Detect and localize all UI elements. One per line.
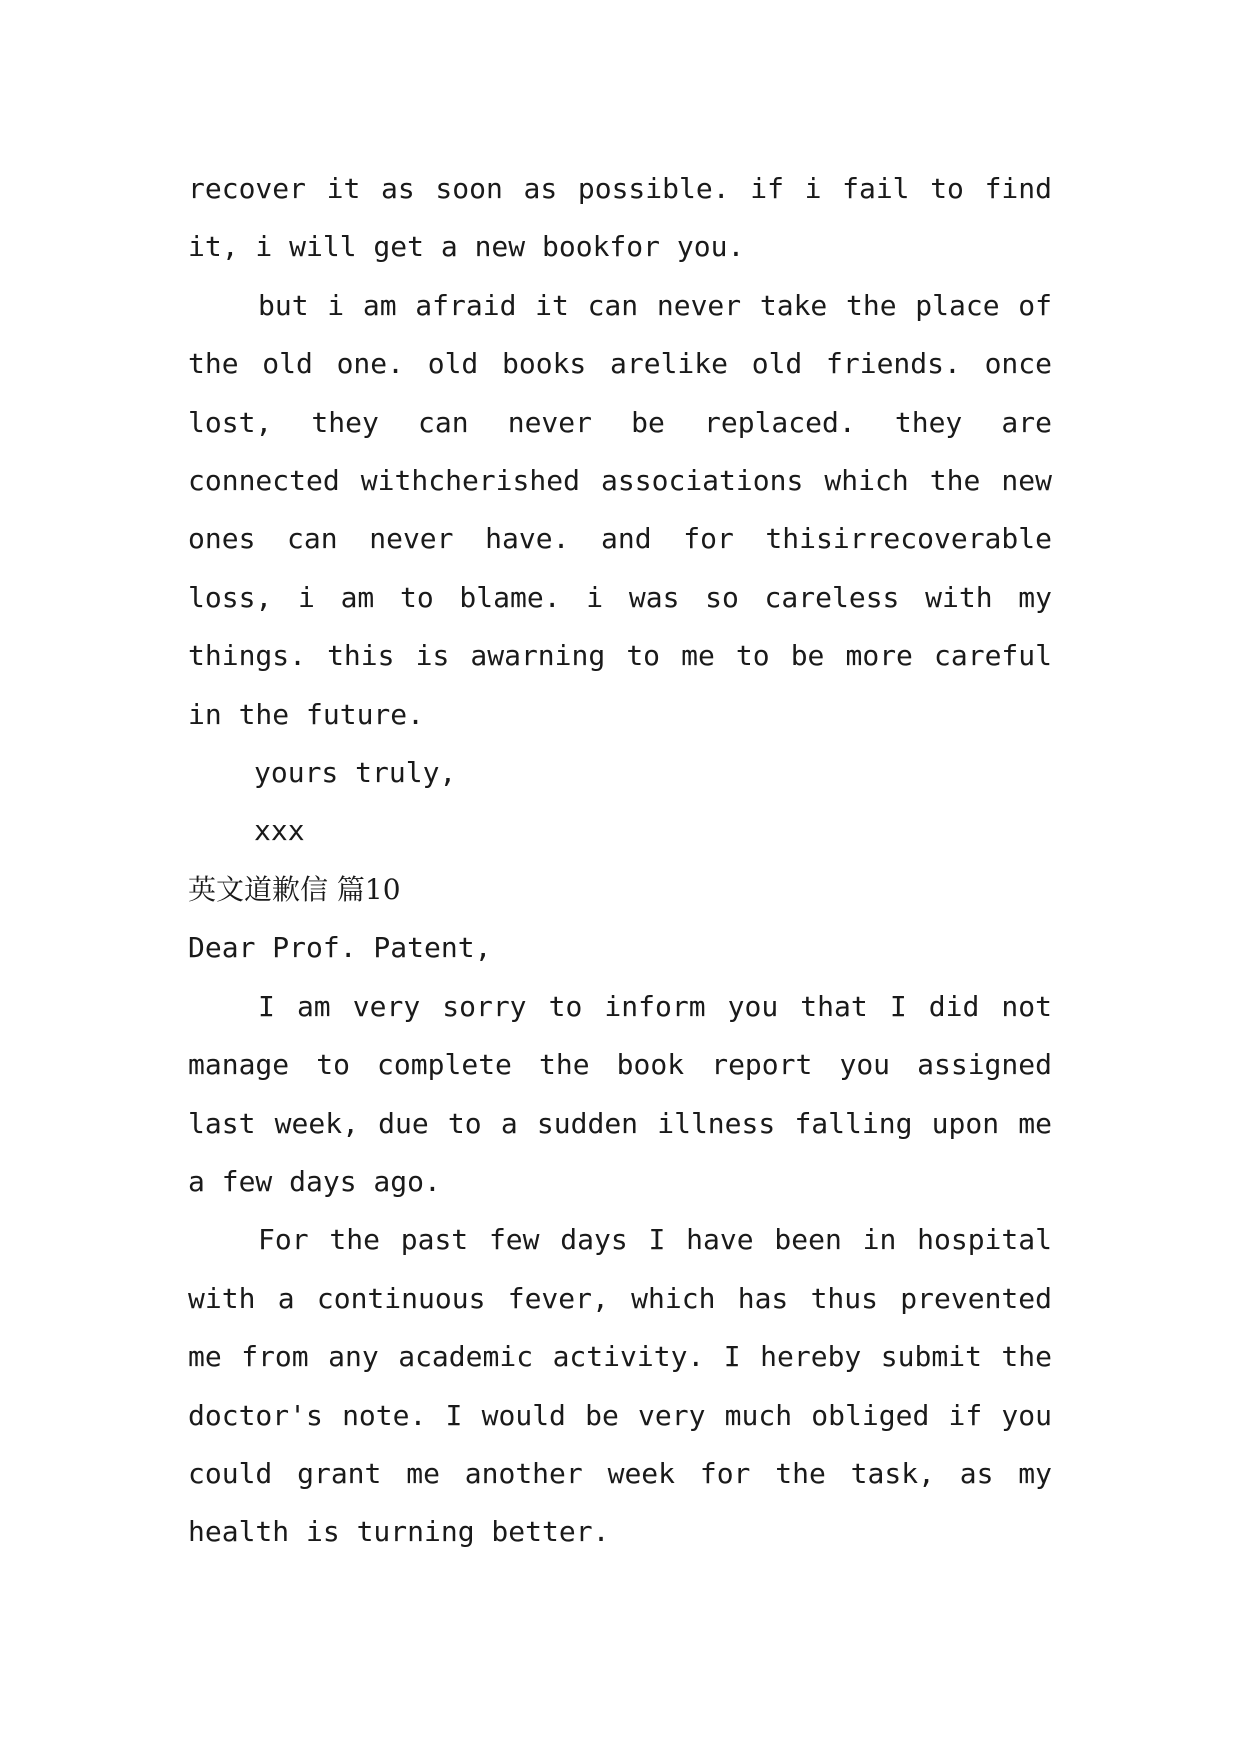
body-paragraph: For the past few days I have been in hospital with a continuous fever, which has thus prevented me from any academic activity. I hereby submit the doctor's note. I would be very much obliged if you could grant me another week for the task, as my health is turning better.	[188, 1223, 1052, 1549]
document-page	[188, 160, 1052, 1562]
section-heading: 英文道歉信 篇10	[188, 872, 401, 906]
body-paragraph: but i am afraid it can never take the place of the old one. old books arelike old friends. once lost, they can never be replaced. they are connected withcherished associations which the new ones can never have. and for thisirrecoverable loss, i am to blame. i was so careless with my things. this is awarning to me to be more careful in the future.	[188, 288, 1052, 731]
salutation-line: Dear Prof. Patent,	[188, 931, 492, 965]
signature-line: xxx	[254, 814, 305, 848]
body-paragraph: I am very sorry to inform you that I did not manage to complete the book report you assigned last week, due to a sudden illness falling upon me a few days ago.	[188, 989, 1052, 1198]
continuation-paragraph: recover it as soon as possible. if i fail to find it, i will get a new bookfor you.	[188, 172, 1052, 264]
closing-line: yours truly,	[254, 756, 457, 790]
